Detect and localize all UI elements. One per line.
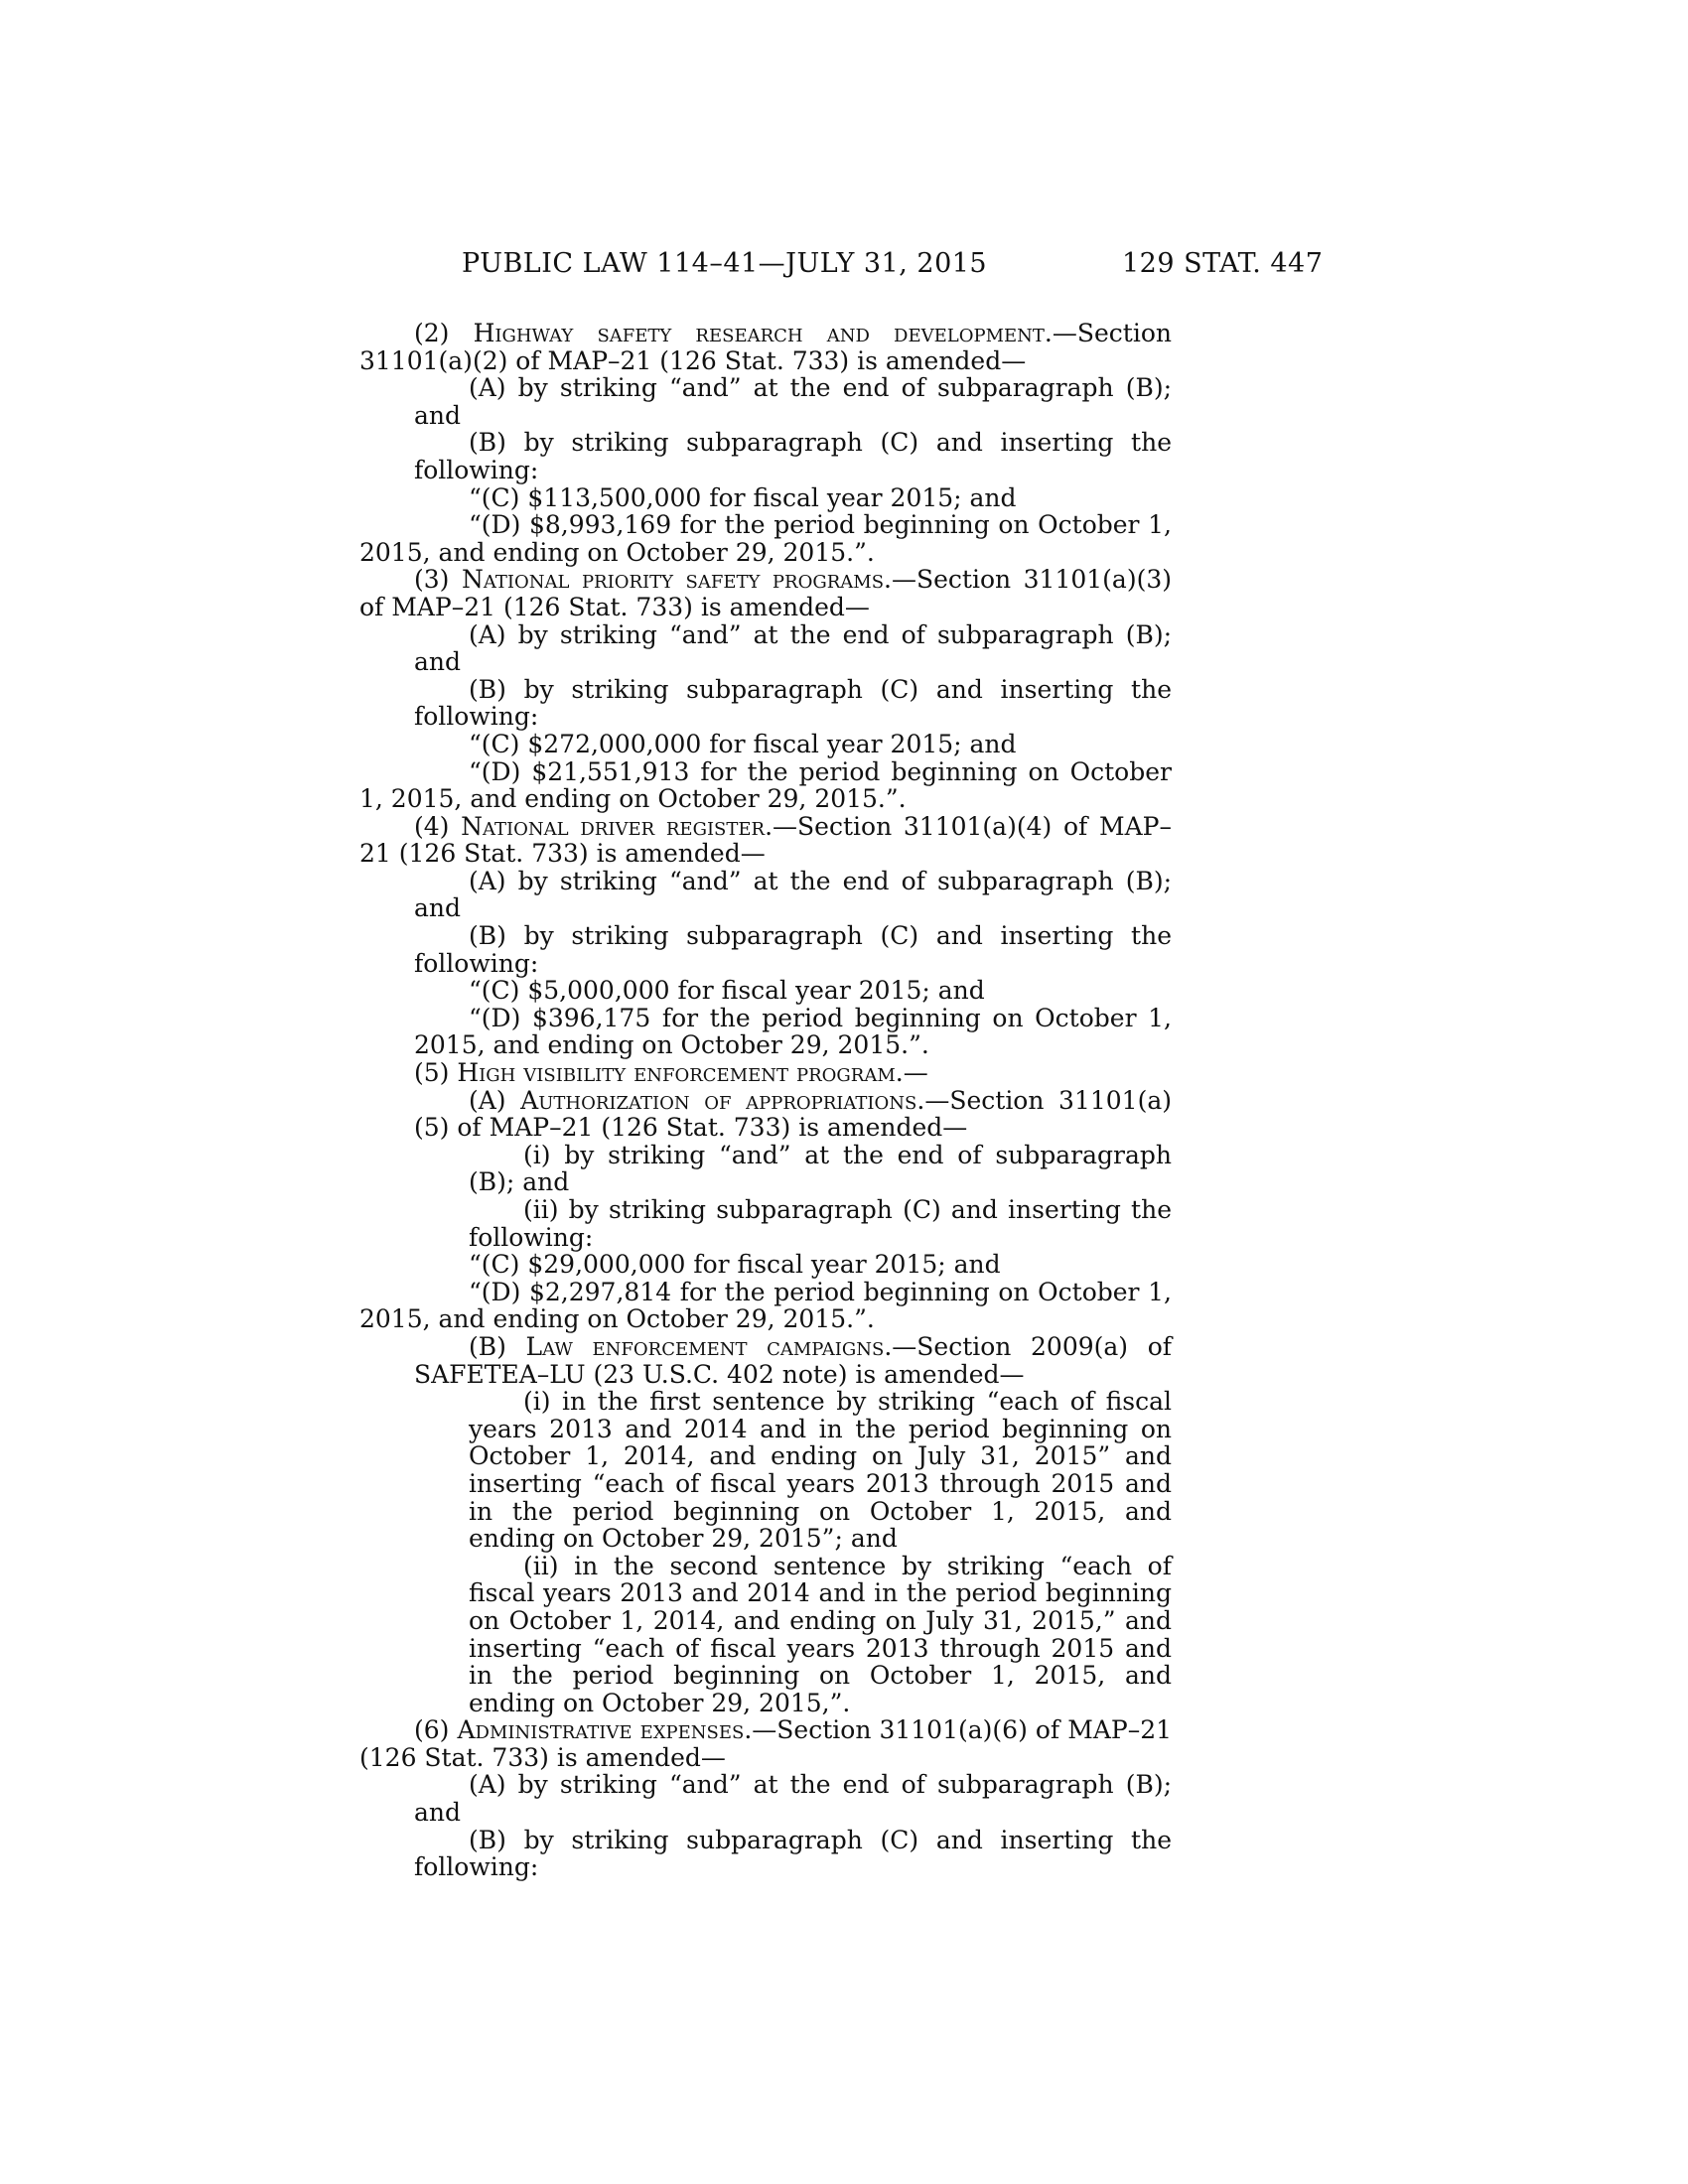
subparagraph-4a: (A) by striking “and” at the end of subparagraph (B); and bbox=[414, 866, 1172, 923]
inserted-4d: “(D) $396,175 for the period beginning on October 1, 2015, and ending on October 29, 2015.”. bbox=[414, 1003, 1172, 1060]
inserted-3c: “(C) $272,000,000 for fiscal year 2015; and bbox=[469, 729, 1017, 758]
stat-page-number: 129 STAT. 447 bbox=[1122, 248, 1324, 279]
clause-5a-i: (i) by striking “and” at the end of subparagraph (B); and bbox=[469, 1140, 1172, 1197]
paragraph-5: (5) High visibility enforcement program.— bbox=[414, 1058, 928, 1088]
inserted-4c: “(C) $5,000,000 for fiscal year 2015; and bbox=[469, 976, 985, 1006]
subparagraph-6b: (B) by striking subparagraph (C) and inserting the following: bbox=[414, 1825, 1172, 1882]
subparagraph-3b: (B) by striking subparagraph (C) and inserting the following: bbox=[414, 674, 1172, 732]
clause-5b-i: (i) in the first sentence by striking “each of fiscal years 2013 and 2014 and in the period beginning on October 1, 2014, and ending on July 31, 2015” and inserting “each of fiscal years 2013 through 2015 and in the period beginning on October 1, 2015, and ending on October 29, 2015”; and bbox=[469, 1387, 1172, 1554]
subparagraph-5b: (B) Law enforcement campaigns.—Section 2009(a) of SAFETEA–LU (23 U.S.C. 402 note) is amended— bbox=[414, 1331, 1172, 1389]
paragraph-6: (6) Administrative expenses.—Section 31101(a)(6) of MAP–21 (126 Stat. 733) is amended— bbox=[359, 1715, 1173, 1772]
clause-5a-ii: (ii) by striking subparagraph (C) and inserting the following: bbox=[469, 1195, 1172, 1252]
paragraph-2: (2) Highway safety research and development.—Section 31101(a)(2) of MAP–21 (126 Stat. 733) is amended— bbox=[359, 319, 1172, 375]
page-header bbox=[0, 248, 1688, 288]
running-head: PUBLIC LAW 114–41—JULY 31, 2015 bbox=[462, 248, 988, 279]
subparagraph-5a: (A) Authorization of appropriations.—Section 31101(a)(5) of MAP–21 (126 Stat. 733) is amended— bbox=[414, 1085, 1173, 1143]
subparagraph-4b: (B) by striking subparagraph (C) and inserting the following: bbox=[414, 921, 1172, 978]
inserted-2c: “(C) $113,500,000 for fiscal year 2015; and bbox=[469, 482, 1017, 512]
clause-5b-ii: (ii) in the second sentence by striking “each of fiscal years 2013 and 2014 and in the period beginning on October 1, 2014, and ending on July 31, 2015,” and inserting “each of fiscal years 2013 through 2015 and in the period beginning on October 1, 2015, and ending on October 29, 2015,”. bbox=[469, 1551, 1172, 1717]
document-body bbox=[359, 320, 1172, 1881]
inserted-5c: “(C) $29,000,000 for fiscal year 2015; and bbox=[469, 1250, 1001, 1280]
inserted-2d: “(D) $8,993,169 for the period beginning on October 1, 2015, and ending on October 29, 2015.”. bbox=[359, 510, 1172, 567]
inserted-3d: “(D) $21,551,913 for the period beginning on October 1, 2015, and ending on October 29, 2015.”. bbox=[359, 756, 1172, 814]
subparagraph-3a: (A) by striking “and” at the end of subparagraph (B); and bbox=[414, 619, 1172, 677]
inserted-5d: “(D) $2,297,814 for the period beginning on October 1, 2015, and ending on October 29, 2015.”. bbox=[359, 1277, 1172, 1334]
subparagraph-2a: (A) by striking “and” at the end of subparagraph (B); and bbox=[414, 373, 1172, 430]
paragraph-3: (3) National priority safety programs.—Section 31101(a)(3) of MAP–21 (126 Stat. 733) is amended— bbox=[359, 565, 1172, 621]
paragraph-4: (4) National driver register.—Section 31101(a)(4) of MAP–21 (126 Stat. 733) is amended— bbox=[359, 811, 1172, 869]
subparagraph-6a: (A) by striking “and” at the end of subparagraph (B); and bbox=[414, 1770, 1172, 1828]
subparagraph-2b: (B) by striking subparagraph (C) and inserting the following: bbox=[414, 428, 1172, 484]
